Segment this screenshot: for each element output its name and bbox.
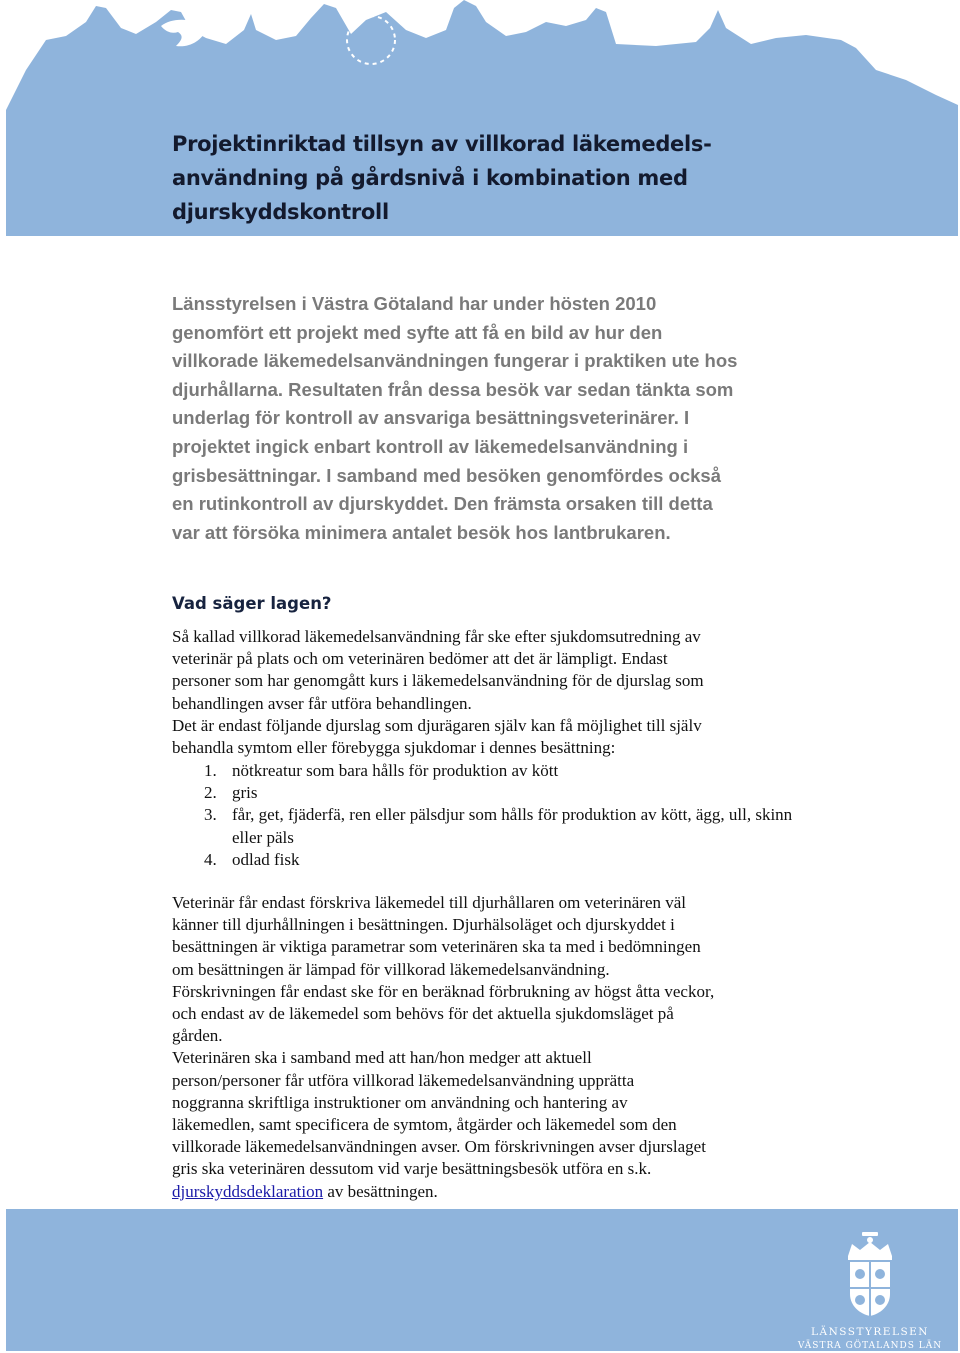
list-number: 2. [204, 783, 217, 803]
text-line: läkemedlen, samt specificera de symtom, åtgärder och läkemedel som den [172, 1115, 677, 1135]
intro-line: en rutinkontroll av djurskyddet. Den främsta orsaken till detta [172, 493, 713, 515]
list-item-text: nötkreatur som bara hålls för produktion av kött [232, 761, 559, 780]
crown-crest-icon [838, 1232, 902, 1318]
list-number: 1. [204, 761, 217, 780]
text-line: villkorade läkemedelsanvändningen avser. Om förskrivningen avser djurslaget [172, 1137, 706, 1157]
after-link-text: av besättningen. [323, 1181, 438, 1201]
list-number: 4. [204, 849, 217, 869]
list-item [172, 804, 892, 848]
section-heading: Vad säger lagen? [172, 594, 332, 613]
prescription-paragraph [172, 892, 872, 1203]
species-list [172, 760, 892, 871]
intro-paragraph [172, 290, 812, 547]
intro-line: Länsstyrelsen i Västra Götaland har under hösten 2010 [172, 293, 657, 314]
intro-line: genomfört ett projekt med syfte att få en bild av hur den [172, 321, 663, 343]
text-line: behandlingen avser får utföra behandlingen. [172, 693, 472, 713]
page-title [172, 127, 792, 229]
djurskyddsdeklaration-link[interactable]: djurskyddsdeklaration [172, 1181, 324, 1201]
text-line: person/personer får utföra villkorad läkemedelsanvändning upprätta [172, 1070, 635, 1090]
law-paragraph [172, 626, 872, 759]
text-line: Det är endast följande djurslag som djurägaren själv kan få möjlighet till själv [172, 715, 702, 735]
text-line: gården. [172, 1026, 223, 1046]
text-line: Förskrivningen får endast ske för en beräknad förbrukning av högst åtta veckor, [172, 981, 715, 1001]
text-line: behandla symtom eller förebygga sjukdomar i dennes besättning: [172, 738, 616, 758]
footer-org-region: VÄSTRA GÖTALANDS LÄN [797, 1341, 943, 1351]
text-line: veterinär på plats och om veterinären bedömer att det är lämpligt. Endast [172, 649, 668, 669]
list-item [172, 782, 892, 804]
intro-line: projektet ingick enbart kontroll av läkemedelsanvändning i [172, 435, 689, 457]
intro-line: grisbesättningar. I samband med besöken genomfördes också [172, 464, 721, 486]
title-line: Projektinriktad tillsyn av villkorad läkemedels- [172, 132, 712, 156]
list-item-text: får, get, fjäderfä, ren eller pälsdjur som hålls för produktion av kött, ägg, ull, skinn [232, 805, 793, 825]
list-item [172, 849, 892, 871]
list-item-text: odlad fisk [232, 849, 300, 869]
intro-line: underlag för kontroll av ansvariga besättningsveterinärer. I [172, 407, 690, 429]
intro-line: villkorade läkemedelsanvändningen fungerar i praktiken ute hos [172, 350, 738, 372]
title-line: användning på gårdsnivå i kombination med [172, 166, 688, 190]
text-line [172, 1181, 872, 1203]
intro-line: var att försöka minimera antalet besök hos lantbrukaren. [172, 521, 671, 543]
text-line: Veterinär får endast förskriva läkemedel till djurhållaren om veterinären väl [172, 893, 687, 912]
text-line: gris ska veterinären dessutom vid varje besättningsbesök utföra en s.k. [172, 1159, 652, 1179]
text-line: Veterinären ska i samband med att han/hon medger att aktuell [172, 1048, 592, 1068]
list-item [172, 760, 892, 782]
intro-line: djurhållarna. Resultaten från dessa besök var sedan tänkta som [172, 378, 734, 400]
list-number: 3. [204, 805, 217, 825]
title-line: djurskyddskontroll [172, 200, 389, 224]
list-item-text: eller päls [232, 827, 294, 847]
text-line: känner till djurhållningen i besättningen. Djurhälsoläget och djurskyddet i [172, 915, 675, 935]
text-line: om besättningen är lämpad för villkorad läkemedelsanvändning. [172, 959, 610, 979]
list-item-text: gris [232, 783, 258, 803]
text-line: och endast av de läkemedel som behövs för det aktuella sjukdomsläget på [172, 1004, 674, 1024]
footer-org-name: LÄNSSTYRELSEN [811, 1326, 929, 1338]
text-line: besättningen är viktiga parametrar som veterinären ska ta med i bedömningen [172, 937, 701, 957]
text-line: Så kallad villkorad läkemedelsanvändning får ske efter sjukdomsutredning av [172, 627, 701, 646]
text-line: noggranna skriftliga instruktioner om användning och hantering av [172, 1092, 628, 1112]
text-line: personer som har genomgått kurs i läkemedelsanvändning för de djurslag som [172, 671, 704, 691]
